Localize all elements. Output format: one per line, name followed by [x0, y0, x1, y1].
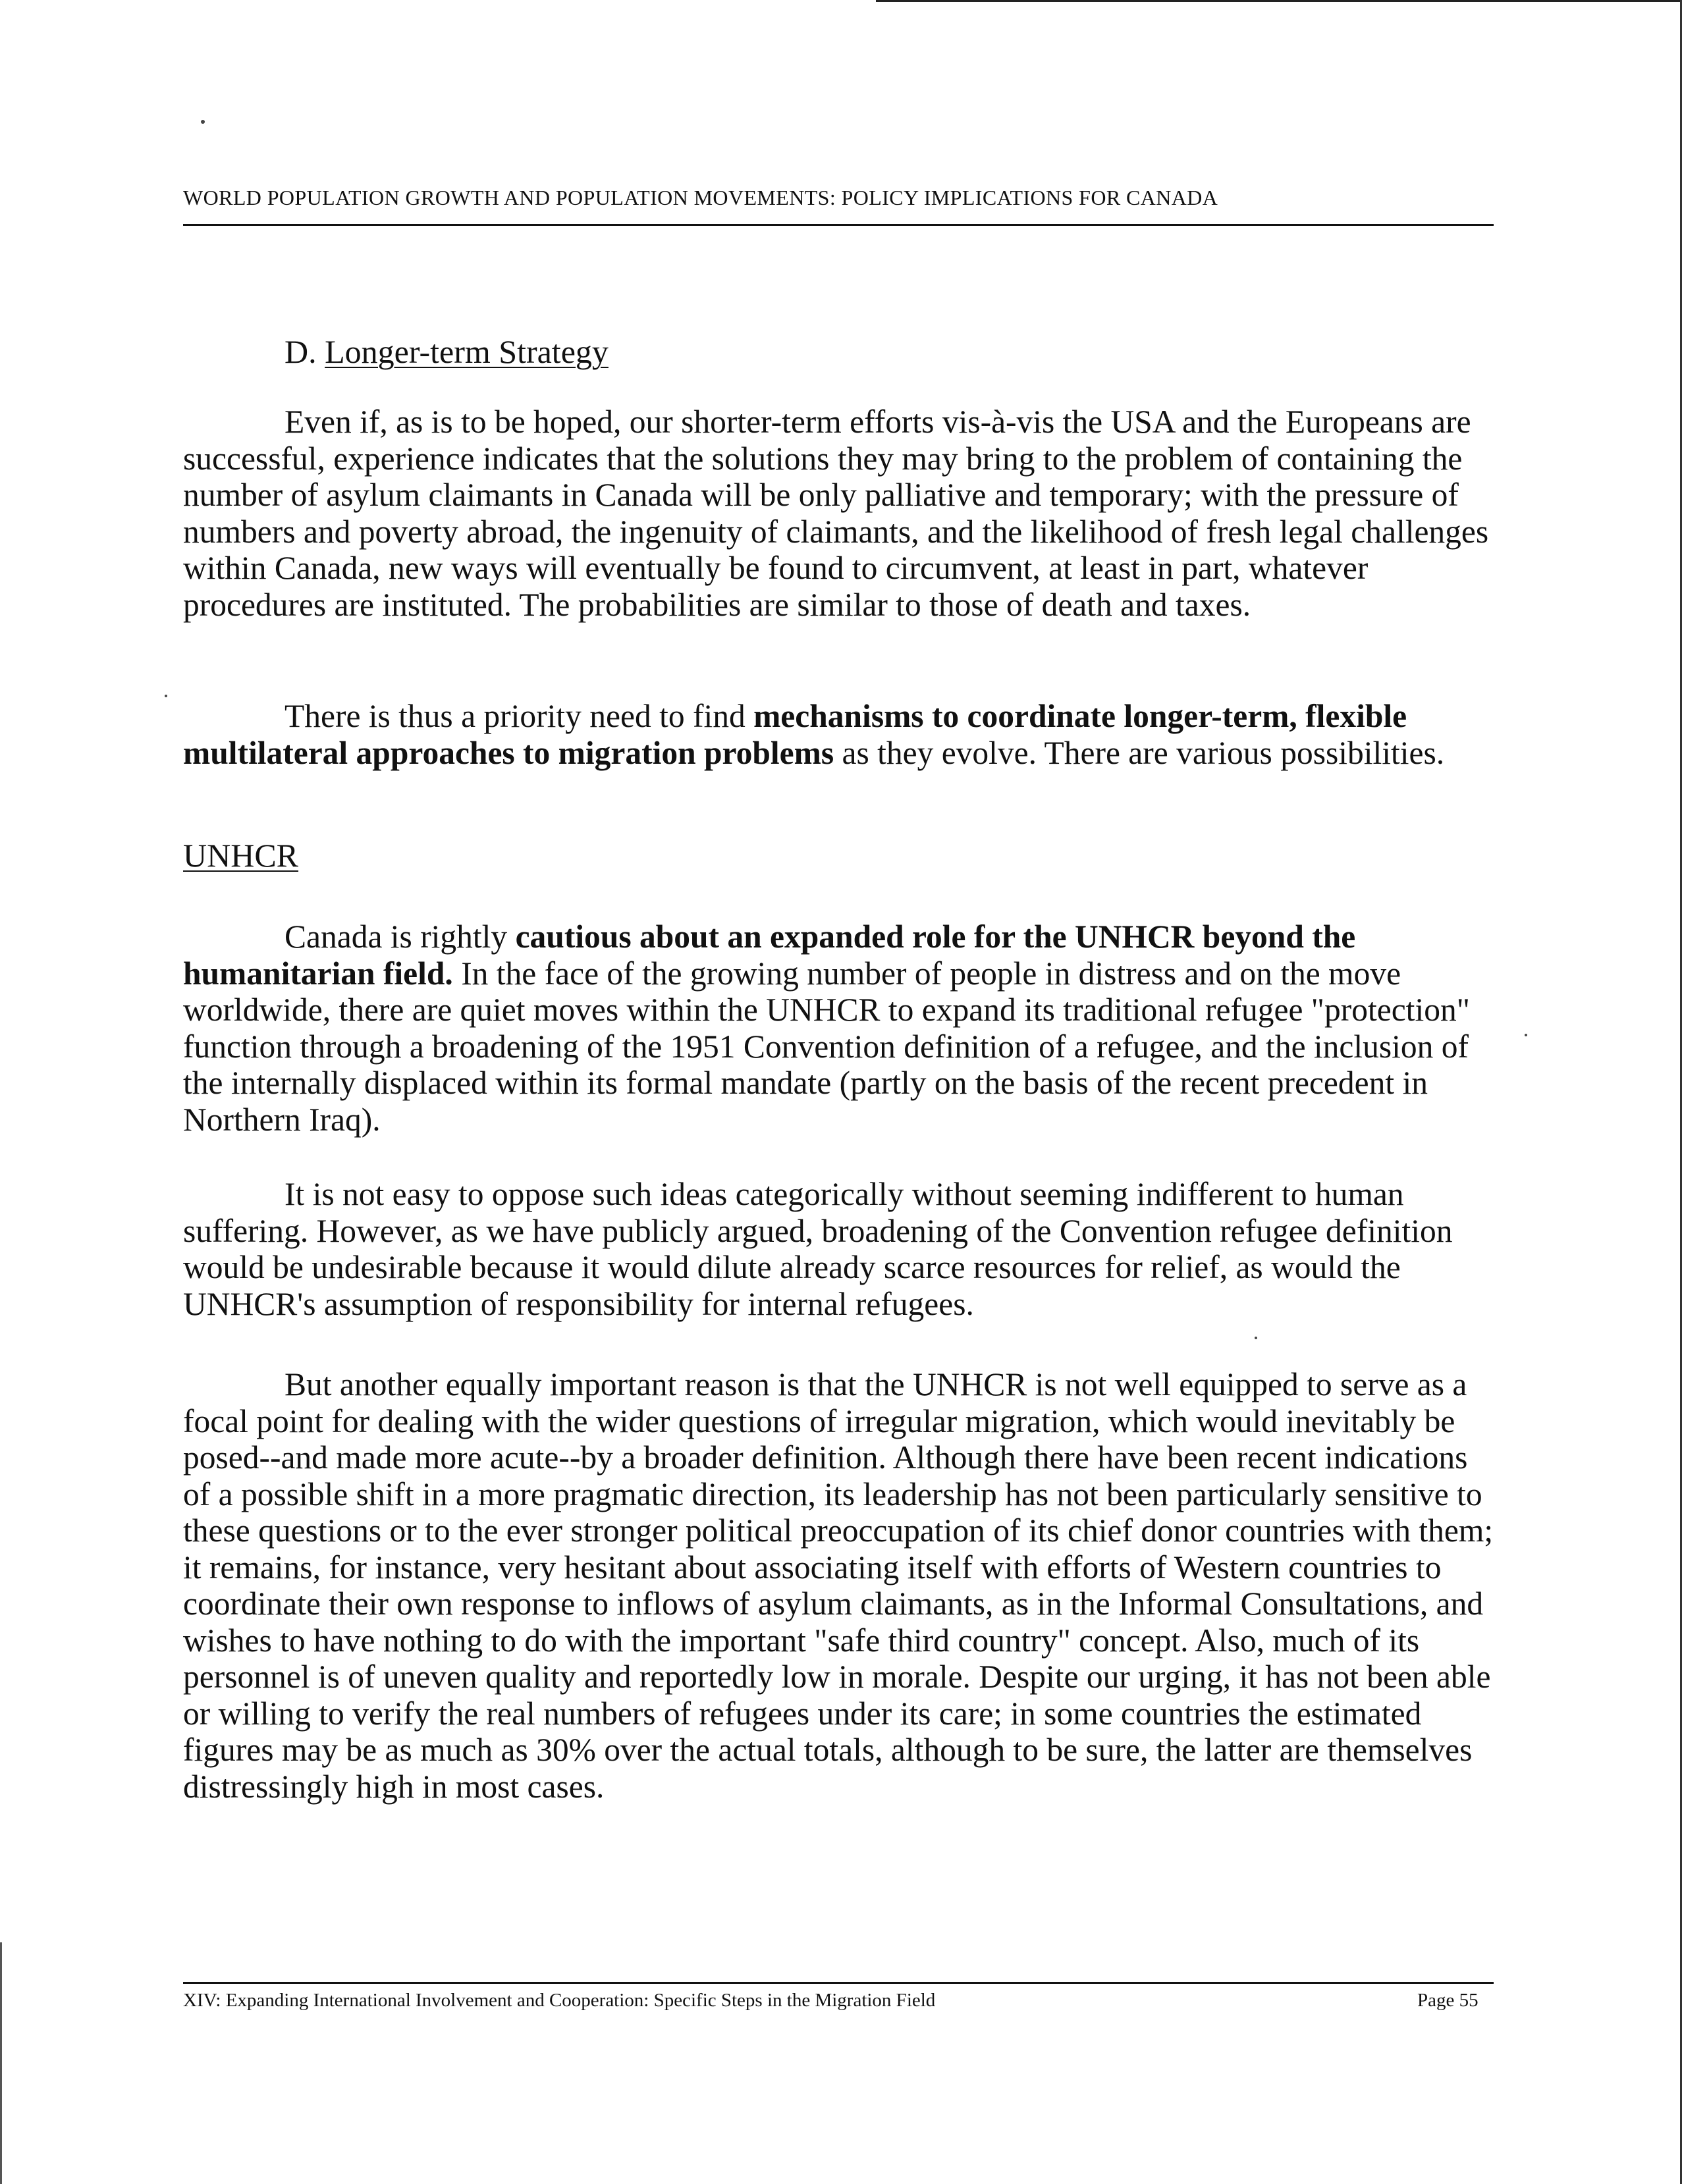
paragraph-3-emphasis: cautious about an expanded role for the UNHCR beyond the humanitarian field.: [183, 919, 1356, 992]
paragraph-2-text-before: There is thus a priority need to find: [285, 698, 754, 734]
running-header: WORLD POPULATION GROWTH AND POPULATION MOVEMENTS: POLICY IMPLICATIONS FOR CANADA: [183, 186, 1218, 209]
footer-chapter: XIV: Expanding International Involvement and Cooperation: Specific Steps in the Migration Field: [183, 1990, 936, 2011]
paragraph-3-text-before: Canada is rightly: [285, 919, 516, 955]
scan-speck: [1525, 1034, 1527, 1036]
paragraph-3-text-after: In the face of the growing number of people in distress and on the move worldwide, there are quiet moves within the UNHCR to expand its traditional refugee "protection" function through a broadening of the 1951 Convention definition of a refugee, and the inclusion of the internally displaced within its formal mandate (partly on the basis of the recent precedent in Northern Iraq).: [183, 955, 1470, 1138]
scan-edge-top: [876, 0, 1682, 2]
scan-speck: [165, 695, 167, 697]
paragraph-1: Even if, as is to be hoped, our shorter-term efforts vis-à-vis the USA and the Europeans are successful, experience indicates that the solutions they may bring to the problem of containing the number of asylum claimants in Canada will be only palliative and temporary; with the pressure of numbers and poverty abroad, the ingenuity of claimants, and the likelihood of fresh legal challenges within Canada, new ways will eventually be found to circumvent, at least in part, whatever procedures are instituted. The probabilities are similar to those of death and taxes.: [183, 404, 1489, 623]
paragraph-2: [183, 698, 1497, 771]
section-title: Longer-term Strategy: [325, 333, 609, 370]
section-letter: D.: [285, 333, 317, 370]
subheading-unhcr: UNHCR: [183, 837, 299, 874]
paragraph-2-emphasis: mechanisms to coordinate longer-term, flexible multilateral approaches to migration problems: [183, 698, 1407, 771]
paragraph-3: [183, 919, 1497, 1138]
page-number: Page 55: [1417, 1990, 1479, 2011]
header-rule: [183, 224, 1494, 226]
paragraph-4: It is not easy to oppose such ideas categorically without seeming indifferent to human suffering. However, as we have publicly argued, broadening of the Convention refugee definition would be undesirable because it would dilute already scarce resources for relief, as would the UNHCR's assumption of responsibility for internal refugees.: [183, 1176, 1453, 1322]
paragraph-5: But another equally important reason is that the UNHCR is not well equipped to serve as a focal point for dealing with the wider questions of irregular migration, which would inevitably be posed--and made more acute--by a broader definition. Although there have been recent indications of a possible shift in a more pragmatic direction, its leadership has not been particularly sensitive to these questions or to the ever stronger political preoccupation of its chief donor countries with them; it remains, for instance, very hesitant about associating itself with efforts of Western countries to coordinate their own response to inflows of asylum claimants, as in the Informal Consultations, and wishes to have nothing to do with the important "safe third country" concept. Also, much of its personnel is of uneven quality and reportedly low in morale. Despite our urging, it has not been able or willing to verify the real numbers of refugees under its care; in some countries the estimated figures may be as much as 30% over the actual totals, although to be sure, the latter are themselves distressingly high in most cases.: [183, 1366, 1494, 1805]
scan-speck: [201, 120, 205, 124]
scan-edge-left: [0, 1942, 2, 2184]
paragraph-2-text-after: as they evolve. There are various possibilities.: [834, 734, 1445, 771]
footer-rule: [183, 1982, 1494, 1984]
scan-speck: [1255, 1337, 1257, 1339]
section-heading: [285, 333, 609, 371]
